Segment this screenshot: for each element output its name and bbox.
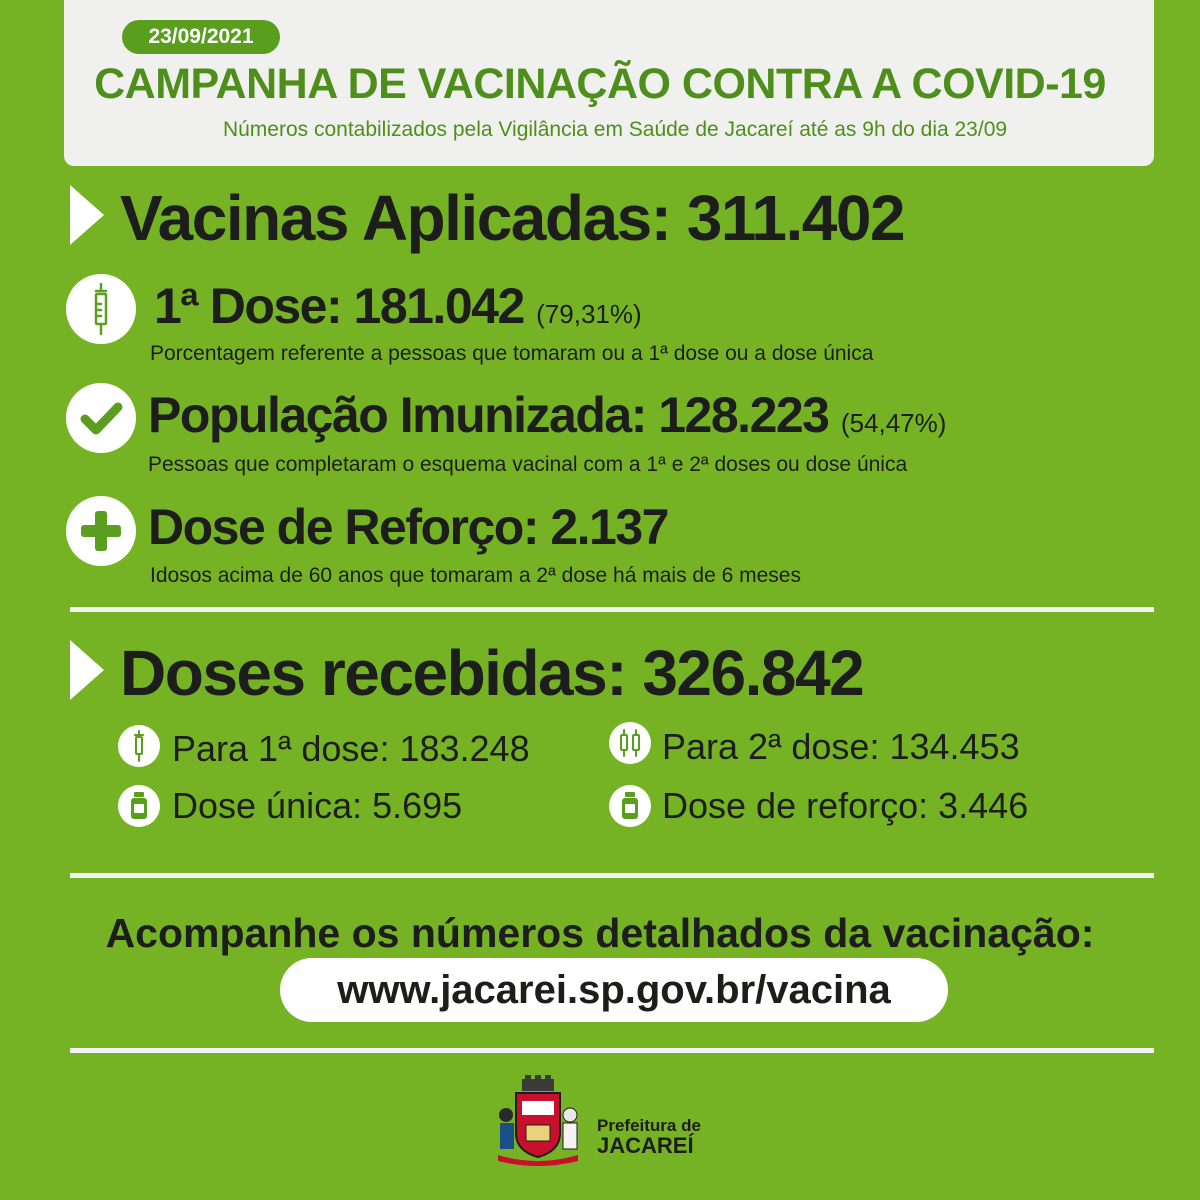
check-icon bbox=[66, 383, 136, 453]
immunized-percent: (54,47%) bbox=[840, 408, 947, 438]
syringe-icon bbox=[118, 725, 160, 767]
divider bbox=[70, 1048, 1154, 1053]
campaign-title: CAMPANHA DE VACINAÇÃO CONTRA A COVID-19 bbox=[94, 60, 1106, 108]
plus-icon bbox=[66, 496, 136, 566]
first-dose-note: Porcentagem referente a pessoas que tomaram ou a 1ª dose ou a dose única bbox=[150, 342, 874, 365]
received-second-dose: Para 2ª dose: 134.453 bbox=[662, 726, 1020, 767]
prefeitura-label bbox=[597, 1116, 701, 1156]
divider bbox=[70, 607, 1154, 612]
vaccines-applied-total: Vacinas Aplicadas: 311.402 bbox=[120, 182, 905, 254]
booster-note: Idosos acima de 60 anos que tomaram a 2ª dose há mais de 6 meses bbox=[150, 564, 801, 587]
immunized-total: População Imunizada: 128.223 bbox=[148, 387, 829, 443]
received-booster-dose: Dose de reforço: 3.446 bbox=[662, 785, 1029, 826]
first-dose-total: 1ª Dose: 181.042 bbox=[154, 278, 524, 334]
immunized-line bbox=[148, 387, 947, 443]
vial-icon bbox=[609, 785, 651, 827]
vaccine-url-link[interactable]: www.jacarei.sp.gov.br/vacina bbox=[280, 958, 948, 1022]
cta-text: Acompanhe os números detalhados da vacinação: bbox=[105, 910, 1095, 956]
divider bbox=[70, 873, 1154, 878]
first-dose-line bbox=[154, 278, 642, 334]
prefeitura-line2: JACAREÍ bbox=[597, 1133, 694, 1158]
syringe-icon bbox=[66, 274, 136, 344]
arrow-icon bbox=[70, 640, 104, 700]
received-first-dose: Para 1ª dose: 183.248 bbox=[172, 728, 530, 769]
prefeitura-line1: Prefeitura de bbox=[597, 1116, 701, 1135]
campaign-subtitle: Números contabilizados pela Vigilância em Saúde de Jacareí até as 9h do dia 23/09 bbox=[222, 118, 1008, 141]
immunized-note: Pessoas que completaram o esquema vacinal com a 1ª e 2ª doses ou dose única bbox=[148, 453, 908, 476]
first-dose-percent: (79,31%) bbox=[536, 299, 642, 329]
double-syringe-icon bbox=[609, 722, 651, 764]
date-badge: 23/09/2021 bbox=[122, 20, 280, 54]
arrow-icon bbox=[70, 185, 104, 245]
doses-received-total: Doses recebidas: 326.842 bbox=[120, 637, 864, 709]
vial-icon bbox=[118, 785, 160, 827]
booster-total: Dose de Reforço: 2.137 bbox=[148, 499, 668, 555]
received-single-dose: Dose única: 5.695 bbox=[172, 785, 463, 826]
jacarei-coat-of-arms-logo bbox=[492, 1075, 584, 1167]
